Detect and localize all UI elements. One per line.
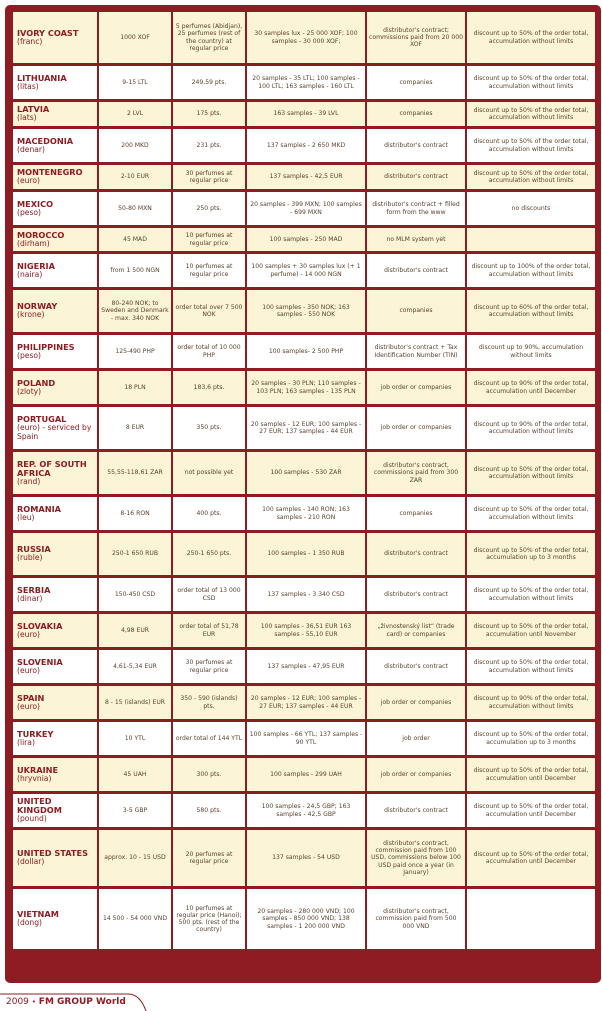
- country-name: UNITED KINGDOM: [17, 796, 62, 816]
- table-row: [13, 254, 595, 287]
- country-name: SLOVENIA: [17, 656, 63, 667]
- country-cell: [13, 165, 97, 189]
- samples-cell: 100 samples - 66 YTL; 137 samples - 90 YTL: [247, 722, 365, 755]
- price-cell: 45 MAD: [99, 228, 171, 251]
- contract-cell: job order: [367, 722, 465, 755]
- price-cell: 150-450 CSD: [99, 578, 171, 611]
- contract-cell: job order or companies: [367, 407, 465, 449]
- country-cell: [13, 614, 97, 647]
- country-name: UNITED STATES: [17, 848, 88, 859]
- price-cell: 8-16 RON: [99, 497, 171, 530]
- country-name: POLAND: [17, 377, 56, 388]
- contract-cell: distributor's contract, commissions paid from 300 ZAR: [367, 452, 465, 494]
- country-cell: [13, 228, 97, 251]
- table-row: [13, 758, 595, 791]
- discount-cell: discount up to 50% of the order total, accumulation until November: [467, 614, 595, 647]
- table-row: [13, 614, 595, 647]
- table-frame: [5, 5, 601, 983]
- country-currency: (naira): [17, 269, 43, 279]
- discount-cell: discount up to 50% of the order total, accumulation without limits: [467, 650, 595, 683]
- country-currency: (pound): [17, 814, 47, 824]
- country-currency: (krone): [17, 310, 45, 320]
- country-currency: (euro) - serviced by Spain: [17, 423, 92, 441]
- discount-cell: discount up to 100% of the order total, accumulation without limits: [467, 254, 595, 287]
- country-name: MEXICO: [17, 198, 54, 209]
- discount-cell: discount up to 50% of the order total, accumulation without limits: [467, 497, 595, 530]
- country-currency: (euro): [17, 701, 41, 711]
- perfumes-cell: 10 perfumes at regular price (Hanoi); 500 pts. (rest of the country): [173, 889, 245, 949]
- discount-cell: discount up to 50% of the order total, accumulation without limits: [467, 452, 595, 494]
- country-name: TURKEY: [17, 728, 54, 739]
- contract-cell: no MLM system yet: [367, 228, 465, 251]
- page-footer: [0, 992, 602, 1011]
- perfumes-cell: order total of 51,78 EUR: [173, 614, 245, 647]
- samples-cell: 100 samples - 36,51 EUR 163 samples - 55,10 EUR: [247, 614, 365, 647]
- price-cell: 45 UAH: [99, 758, 171, 791]
- country-cell: [13, 722, 97, 755]
- price-cell: 80-240 NOK; to Sweden and Denmark - max. 340 NOK: [99, 290, 171, 332]
- discount-cell: discount up to 90% of the order total, accumulation without limits: [467, 686, 595, 719]
- price-cell: 8 EUR: [99, 407, 171, 449]
- price-cell: 2-10 EUR: [99, 165, 171, 189]
- samples-cell: 137 samples - 54 USD: [247, 830, 365, 886]
- table-row: [13, 129, 595, 162]
- country-cell: [13, 452, 97, 494]
- contract-cell: distributor's contract: [367, 533, 465, 575]
- country-currency: (lats): [17, 113, 37, 123]
- contract-cell: „živnostenský list“ (trade card) or companies: [367, 614, 465, 647]
- price-cell: 50-80 MXN: [99, 192, 171, 225]
- perfumes-cell: 250 pts.: [173, 192, 245, 225]
- samples-cell: 100 samples + 30 samples lux (+ 1 perfume) - 14 000 NGN: [247, 254, 365, 287]
- perfumes-cell: 250-1 650 pts.: [173, 533, 245, 575]
- country-name: LITHUANIA: [17, 72, 67, 83]
- table-row: [13, 12, 595, 63]
- country-name: VIETNAM: [17, 909, 59, 920]
- country-name: MOROCCO: [17, 229, 65, 240]
- country-name: IVORY COAST: [17, 27, 79, 38]
- contract-cell: distributor's contract, commission paid from 500 000 VND: [367, 889, 465, 949]
- country-name: UKRAINE: [17, 764, 59, 775]
- table-row: [13, 371, 595, 404]
- country-cell: [13, 533, 97, 575]
- price-cell: from 1 500 NGN: [99, 254, 171, 287]
- samples-cell: 20 samples - 12 EUR; 100 samples - 27 EUR; 137 samples - 44 EUR: [247, 686, 365, 719]
- table-row: [13, 66, 595, 99]
- contract-cell: distributor's contract: [367, 578, 465, 611]
- table-row: [13, 578, 595, 611]
- price-cell: 2 LVL: [99, 102, 171, 126]
- discount-cell: discount up to 50% of the order total, accumulation without limits: [467, 129, 595, 162]
- footer-text: [6, 997, 126, 1007]
- contract-cell: distributor's contract + filled form from the www: [367, 192, 465, 225]
- samples-cell: 100 samples - 350 NOK; 163 samples - 550 NOK: [247, 290, 365, 332]
- samples-cell: 137 samples - 3 340 CSD: [247, 578, 365, 611]
- table-row: [13, 335, 595, 368]
- perfumes-cell: 20 perfumes at regular price: [173, 830, 245, 886]
- discount-cell: discount up to 90% of the order total, accumulation until December: [467, 371, 595, 404]
- table-row: [13, 650, 595, 683]
- perfumes-cell: 300 pts.: [173, 758, 245, 791]
- contract-cell: job order or companies: [367, 371, 465, 404]
- samples-cell: 20 samples - 280 000 VND; 100 samples - 850 000 VND; 138 samples - 1 200 000 VND: [247, 889, 365, 949]
- discount-cell: discount up to 60% of the order total, accumulation without limits: [467, 290, 595, 332]
- table-row: [13, 452, 595, 494]
- perfumes-cell: order total of 10 000 PHP: [173, 335, 245, 368]
- discount-cell: discount up to 50% of the order total, accumulation without limits: [467, 165, 595, 189]
- samples-cell: 137 samples - 42,5 EUR: [247, 165, 365, 189]
- table-row: [13, 102, 595, 126]
- samples-cell: 30 samples lux - 25 000 XOF; 100 samples - 30 000 XOF;: [247, 12, 365, 63]
- country-name: NIGERIA: [17, 260, 55, 271]
- table-row: [13, 533, 595, 575]
- table-body: [13, 12, 595, 949]
- country-name: LATVIA: [17, 104, 50, 115]
- country-currency: (peso): [17, 350, 42, 360]
- samples-cell: 163 samples - 39 LVL: [247, 102, 365, 126]
- country-currency: (euro): [17, 629, 41, 639]
- discount-cell: discount up to 50% of the order total, accumulation up to 3 months: [467, 533, 595, 575]
- country-name: SPAIN: [17, 692, 45, 703]
- samples-cell: 20 samples - 30 PLN; 110 samples - 103 PLN; 163 samples - 135 PLN: [247, 371, 365, 404]
- samples-cell: 137 samples - 2 650 MKD: [247, 129, 365, 162]
- contract-cell: companies: [367, 102, 465, 126]
- contract-cell: job order or companies: [367, 686, 465, 719]
- footer-separator: •: [31, 998, 36, 1006]
- samples-cell: 20 samples - 399 MXN; 100 samples - 699 MXN: [247, 192, 365, 225]
- price-cell: 9-15 LTL: [99, 66, 171, 99]
- contract-cell: job order or companies: [367, 758, 465, 791]
- country-currency: (ruble): [17, 553, 43, 563]
- country-cell: [13, 129, 97, 162]
- samples-cell: 137 samples - 47,95 EUR: [247, 650, 365, 683]
- country-cell: [13, 192, 97, 225]
- country-cell: [13, 254, 97, 287]
- table-row: [13, 290, 595, 332]
- table-row: [13, 407, 595, 449]
- table-row: [13, 165, 595, 189]
- contract-cell: distributor's contract: [367, 254, 465, 287]
- perfumes-cell: 30 perfumes at regular price: [173, 165, 245, 189]
- contract-cell: distributor's contract, commission paid from 100 USD, commissions below 100 USD paid once a year (in January): [367, 830, 465, 886]
- country-name: ROMANIA: [17, 503, 61, 514]
- perfumes-cell: 30 perfumes at regular price: [173, 650, 245, 683]
- samples-cell: 100 samples - 140 RON; 163 samples - 210 RON: [247, 497, 365, 530]
- discount-cell: [467, 889, 595, 949]
- price-cell: 55,55-118,61 ZAR: [99, 452, 171, 494]
- perfumes-cell: not possible yet: [173, 452, 245, 494]
- country-name: REP. OF SOUTH AFRICA: [17, 458, 87, 478]
- samples-cell: 100 samples - 250 MAD: [247, 228, 365, 251]
- table-row: [13, 830, 595, 886]
- contract-cell: distributor's contract; commissions paid from 20 000 XOF: [367, 12, 465, 63]
- samples-cell: 100 samples- 2 500 PHP: [247, 335, 365, 368]
- table-row: [13, 794, 595, 827]
- perfumes-cell: 400 pts.: [173, 497, 245, 530]
- country-currency: (peso): [17, 207, 42, 217]
- price-cell: approx. 10 - 15 USD: [99, 830, 171, 886]
- discount-cell: discount up to 50% of the order total, accumulation without limits: [467, 12, 595, 63]
- country-currency: (leu): [17, 512, 35, 522]
- discount-cell: discount up to 50% of the order total, accumulation until December: [467, 794, 595, 827]
- country-cell: [13, 371, 97, 404]
- country-name: MACEDONIA: [17, 135, 74, 146]
- discount-cell: [467, 228, 595, 251]
- country-cell: [13, 12, 97, 63]
- footer-brand: FM GROUP World: [38, 997, 126, 1007]
- country-cell: [13, 578, 97, 611]
- country-currency: (euro): [17, 665, 41, 675]
- contract-cell: distributor's contract: [367, 165, 465, 189]
- country-currency: (dong): [17, 918, 43, 928]
- contract-cell: companies: [367, 497, 465, 530]
- country-cell: [13, 407, 97, 449]
- country-cell: [13, 497, 97, 530]
- contract-cell: distributor's contract: [367, 794, 465, 827]
- country-currency: (rand): [17, 476, 41, 486]
- country-name: PHILIPPINES: [17, 341, 75, 352]
- samples-cell: 100 samples - 24,5 GBP; 163 samples - 42,5 GBP: [247, 794, 365, 827]
- discount-cell: discount up to 50% of the order total, accumulation without limits: [467, 578, 595, 611]
- perfumes-cell: 580 pts.: [173, 794, 245, 827]
- country-cell: [13, 102, 97, 126]
- price-cell: 3-5 GBP: [99, 794, 171, 827]
- country-cell: [13, 290, 97, 332]
- country-currency: (dollar): [17, 857, 45, 867]
- country-cell: [13, 830, 97, 886]
- country-currency: (dirham): [17, 238, 50, 248]
- country-cell: [13, 889, 97, 949]
- discount-cell: discount up to 50% of the order total, accumulation until December: [467, 758, 595, 791]
- table-row: [13, 722, 595, 755]
- discount-cell: discount up to 50% of the order total, accumulation until December: [467, 830, 595, 886]
- contract-cell: distributor's contract + Tax Identification Number (TIN): [367, 335, 465, 368]
- perfumes-cell: 175 pts.: [173, 102, 245, 126]
- country-cell: [13, 686, 97, 719]
- country-currency: (dinar): [17, 593, 43, 603]
- price-cell: 4,98 EUR: [99, 614, 171, 647]
- table-row: [13, 497, 595, 530]
- country-currency: (zloty): [17, 386, 42, 396]
- contract-cell: distributor's contract: [367, 650, 465, 683]
- perfumes-cell: 350 pts.: [173, 407, 245, 449]
- samples-cell: 20 samples - 35 LTL; 100 samples - 100 LTL; 163 samples - 160 LTL: [247, 66, 365, 99]
- country-name: SLOVAKIA: [17, 620, 63, 631]
- country-currency: (denar): [17, 144, 46, 154]
- country-name: RUSSIA: [17, 544, 51, 555]
- country-currency: (litas): [17, 81, 39, 91]
- price-cell: 10 YTL: [99, 722, 171, 755]
- table-row: [13, 228, 595, 251]
- discount-cell: discount up to 50% of the order total, accumulation up to 3 months: [467, 722, 595, 755]
- discount-cell: no discounts: [467, 192, 595, 225]
- country-name: MONTENEGRO: [17, 167, 83, 178]
- discount-cell: discount up to 90%, accumulation without limits: [467, 335, 595, 368]
- price-cell: 14 500 - 54 000 VND: [99, 889, 171, 949]
- country-cell: [13, 66, 97, 99]
- price-cell: 125-490 PHP: [99, 335, 171, 368]
- contract-cell: distributor's contract: [367, 129, 465, 162]
- perfumes-cell: 249,59 pts.: [173, 66, 245, 99]
- contract-cell: companies: [367, 290, 465, 332]
- samples-cell: 100 samples - 1 350 RUB: [247, 533, 365, 575]
- perfumes-cell: 350 - 590 (islands) pts.: [173, 686, 245, 719]
- discount-cell: discount up to 90% of the order total, accumulation without limits: [467, 407, 595, 449]
- country-currency: (franc): [17, 36, 43, 46]
- table-row: [13, 889, 595, 949]
- perfumes-cell: 231 pts.: [173, 129, 245, 162]
- country-currency: (lira): [17, 737, 35, 747]
- perfumes-cell: order total over 7 500 NOK: [173, 290, 245, 332]
- price-cell: 1000 XOF: [99, 12, 171, 63]
- country-cell: [13, 335, 97, 368]
- country-cell: [13, 650, 97, 683]
- contract-cell: companies: [367, 66, 465, 99]
- samples-cell: 20 samples - 12 EUR; 100 samples - 27 EUR; 137 samples - 44 EUR: [247, 407, 365, 449]
- perfumes-cell: 10 perfumes at regular price: [173, 254, 245, 287]
- price-cell: 4,61-5,34 EUR: [99, 650, 171, 683]
- country-name: NORWAY: [17, 301, 58, 312]
- country-table: [11, 9, 597, 952]
- country-name: PORTUGAL: [17, 413, 67, 424]
- country-cell: [13, 794, 97, 827]
- discount-cell: discount up to 50% of the order total, accumulation without limits: [467, 66, 595, 99]
- country-currency: (hryvnia): [17, 773, 52, 783]
- footer-year: 2009: [6, 997, 29, 1007]
- perfumes-cell: 5 perfumes (Abidjan), 25 perfumes (rest of the country) at regular price: [173, 12, 245, 63]
- table-row: [13, 192, 595, 225]
- discount-cell: discount up to 50% of the order total, accumulation without limits: [467, 102, 595, 126]
- perfumes-cell: order total of 144 YTL: [173, 722, 245, 755]
- country-currency: (euro): [17, 176, 41, 186]
- price-cell: 18 PLN: [99, 371, 171, 404]
- perfumes-cell: 183,6 pts.: [173, 371, 245, 404]
- price-cell: 8 - 15 (islands) EUR: [99, 686, 171, 719]
- price-cell: 200 MKD: [99, 129, 171, 162]
- perfumes-cell: 10 perfumes at regular price: [173, 228, 245, 251]
- table-row: [13, 686, 595, 719]
- samples-cell: 100 samples - 530 ZAR: [247, 452, 365, 494]
- country-cell: [13, 758, 97, 791]
- price-cell: 250-1 650 RUB: [99, 533, 171, 575]
- country-name: SERBIA: [17, 584, 51, 595]
- perfumes-cell: order total of 13 000 CSD: [173, 578, 245, 611]
- samples-cell: 100 samples - 299 UAH: [247, 758, 365, 791]
